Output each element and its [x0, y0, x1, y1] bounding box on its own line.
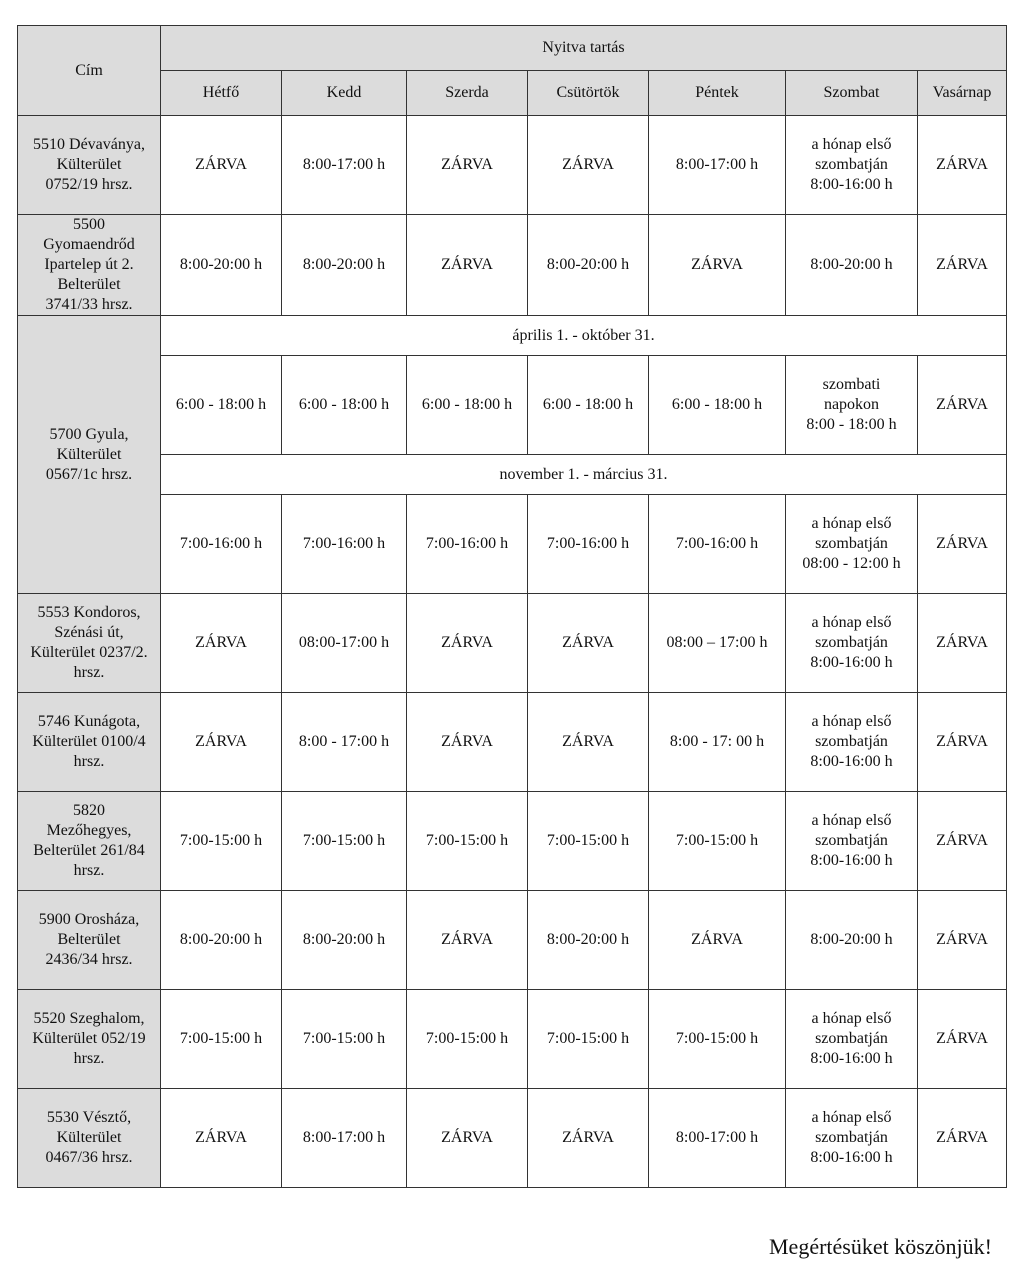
hours-cell — [282, 792, 407, 891]
cell-line: ZÁRVA — [441, 931, 493, 948]
table-row — [18, 116, 1007, 215]
cell-line: 6:00 - 18:00 h — [421, 396, 513, 413]
cell-line: ZÁRVA — [441, 634, 493, 651]
cell-line: szombati — [822, 376, 881, 393]
cell-line: 0467/36 hrsz. — [45, 1149, 133, 1166]
hours-cell — [407, 594, 528, 693]
hours-cell — [161, 792, 282, 891]
hours-cell — [528, 891, 649, 990]
cell-line: a hónap első — [811, 1109, 892, 1126]
cell-line: ZÁRVA — [195, 1129, 247, 1146]
cell-line: 5746 Kunágota, — [37, 713, 141, 730]
hours-cell — [918, 495, 1007, 594]
hours-cell — [282, 594, 407, 693]
cell-line: ZÁRVA — [936, 156, 988, 173]
cell-line: 0567/1c hrsz. — [45, 465, 133, 483]
hours-cell — [528, 792, 649, 891]
day-header-monday: Hétfő — [161, 71, 282, 116]
cell-line: szombatján — [815, 634, 888, 651]
hours-cell — [528, 594, 649, 693]
hours-cell — [649, 116, 786, 215]
hours-cell — [282, 116, 407, 215]
cell-line: Külterület — [56, 1129, 122, 1146]
cell-line: ZÁRVA — [936, 931, 988, 948]
cell-line: ZÁRVA — [441, 256, 493, 273]
cell-line: 8:00 - 17: 00 h — [669, 733, 765, 750]
cell-line: 8:00-17:00 h — [675, 156, 759, 173]
cell-line: 5900 Orosháza, — [38, 911, 140, 928]
cell-line: 7:00-15:00 h — [425, 832, 509, 849]
cell-line: a hónap első — [811, 614, 892, 631]
hours-cell — [786, 116, 918, 215]
cell-line: ZÁRVA — [936, 832, 988, 849]
cell-line: Külterület 0100/4 — [32, 733, 146, 750]
hours-cell — [407, 1089, 528, 1188]
cell-line: a hónap első — [811, 136, 892, 153]
hours-cell — [407, 990, 528, 1089]
hours-cell — [407, 495, 528, 594]
hours-cell — [161, 891, 282, 990]
cell-line: Belterület 261/84 — [33, 842, 145, 859]
season-label: április 1. - október 31. — [161, 316, 1007, 356]
hours-cell — [528, 356, 649, 455]
cell-line: 7:00-15:00 h — [675, 1030, 759, 1047]
table-row — [18, 495, 1007, 594]
cell-line: 2436/34 hrsz. — [45, 951, 133, 968]
cell-line: 8:00 - 17:00 h — [298, 733, 390, 750]
hours-cell — [282, 990, 407, 1089]
day-header-thursday: Csütörtök — [528, 71, 649, 116]
cell-line: a hónap első — [811, 1010, 892, 1027]
cell-line: ZÁRVA — [936, 396, 988, 413]
cell-line: 8:00-20:00 h — [546, 256, 630, 273]
hours-cell — [407, 891, 528, 990]
cell-line: ZÁRVA — [562, 156, 614, 173]
cell-line: 3741/33 hrsz. — [45, 296, 133, 313]
table-row — [18, 356, 1007, 455]
hours-cell — [407, 215, 528, 316]
cell-line: 8:00-16:00 h — [810, 176, 893, 193]
hours-cell — [786, 356, 918, 455]
address-column-header: Cím — [18, 26, 161, 116]
cell-line: ZÁRVA — [936, 535, 988, 552]
hours-cell — [918, 594, 1007, 693]
address-cell — [18, 116, 161, 215]
hours-cell — [649, 891, 786, 990]
cell-line: napokon — [823, 396, 880, 413]
hours-cell — [786, 990, 918, 1089]
cell-line: Külterület — [56, 445, 122, 463]
cell-line: 0752/19 hrsz. — [45, 176, 133, 193]
address-cell — [18, 215, 161, 316]
table-row — [18, 792, 1007, 891]
cell-line: szombatján — [815, 535, 888, 552]
cell-line: Belterület — [57, 276, 121, 293]
table-row — [18, 215, 1007, 316]
hours-cell — [649, 792, 786, 891]
cell-line: 8:00-16:00 h — [810, 852, 893, 869]
hours-cell — [282, 891, 407, 990]
hours-cell — [161, 594, 282, 693]
cell-line: Szénási út, — [54, 624, 124, 641]
address-cell — [18, 792, 161, 891]
hours-cell — [407, 356, 528, 455]
cell-line: 7:00-15:00 h — [425, 1030, 509, 1047]
cell-line: ZÁRVA — [936, 733, 988, 750]
cell-line: hrsz. — [73, 753, 105, 770]
cell-line: Ipartelep út 2. — [44, 256, 134, 273]
hours-cell — [528, 215, 649, 316]
cell-line: 5700 Gyula, — [49, 425, 129, 443]
cell-line: 8:00-20:00 h — [302, 931, 386, 948]
cell-line: 8:00-16:00 h — [810, 654, 893, 671]
hours-cell — [649, 495, 786, 594]
hours-cell — [282, 215, 407, 316]
cell-line: 8:00-20:00 h — [179, 931, 263, 948]
cell-line: a hónap első — [811, 713, 892, 730]
season-label: november 1. - március 31. — [161, 455, 1007, 495]
day-header-friday: Péntek — [649, 71, 786, 116]
hours-cell — [786, 891, 918, 990]
hours-cell — [528, 116, 649, 215]
cell-line: 8:00-20:00 h — [546, 931, 630, 948]
opening-hours-header: Nyitva tartás — [161, 26, 1007, 71]
hours-cell — [786, 495, 918, 594]
cell-line: 5553 Kondoros, — [37, 604, 141, 621]
cell-line: Gyomaendrőd — [43, 236, 135, 253]
cell-line: ZÁRVA — [936, 634, 988, 651]
hours-cell — [649, 356, 786, 455]
cell-line: Külterület 052/19 — [32, 1030, 146, 1047]
cell-line: 7:00-15:00 h — [675, 832, 759, 849]
cell-line: ZÁRVA — [691, 256, 743, 273]
hours-cell — [407, 792, 528, 891]
table-row — [18, 1089, 1007, 1188]
hours-cell — [161, 693, 282, 792]
hours-cell — [407, 116, 528, 215]
cell-line: 8:00-20:00 h — [302, 256, 386, 273]
cell-line: 8:00 - 18:00 h — [806, 416, 897, 433]
table-row — [18, 891, 1007, 990]
cell-line: 8:00-17:00 h — [302, 156, 386, 173]
cell-line: Mezőhegyes, — [46, 822, 132, 839]
hours-cell — [649, 693, 786, 792]
hours-cell — [161, 990, 282, 1089]
cell-line: szombatján — [815, 1030, 888, 1047]
cell-line: 08:00 - 12:00 h — [802, 555, 901, 572]
hours-cell — [407, 693, 528, 792]
address-cell — [18, 891, 161, 990]
cell-line: szombatján — [815, 832, 888, 849]
cell-line: 8:00-20:00 h — [810, 256, 893, 273]
cell-line: 7:00-16:00 h — [179, 535, 263, 552]
hours-cell — [528, 1089, 649, 1188]
hours-cell — [528, 693, 649, 792]
cell-line: ZÁRVA — [562, 634, 614, 651]
cell-line: ZÁRVA — [936, 1129, 988, 1146]
cell-line: szombatján — [815, 1129, 888, 1146]
address-cell — [18, 990, 161, 1089]
cell-line: 08:00 – 17:00 h — [666, 634, 768, 651]
cell-line: 5510 Dévaványa, — [33, 136, 145, 153]
hours-cell — [282, 1089, 407, 1188]
cell-line: szombatján — [815, 733, 888, 750]
hours-cell — [786, 215, 918, 316]
cell-line: hrsz. — [73, 664, 105, 681]
cell-line: a hónap első — [811, 812, 892, 829]
cell-line: Belterület — [57, 931, 121, 948]
hours-cell — [528, 495, 649, 594]
cell-line: hrsz. — [73, 862, 105, 879]
table-row — [18, 693, 1007, 792]
cell-line: 7:00-15:00 h — [302, 1030, 386, 1047]
cell-line: 5520 Szeghalom, — [33, 1010, 145, 1027]
cell-line: ZÁRVA — [195, 733, 247, 750]
cell-line: 8:00-17:00 h — [302, 1129, 386, 1146]
cell-line: 7:00-15:00 h — [546, 832, 630, 849]
hours-cell — [161, 495, 282, 594]
hours-cell — [918, 891, 1007, 990]
cell-line: 7:00-15:00 h — [546, 1030, 630, 1047]
cell-line: ZÁRVA — [562, 1129, 614, 1146]
cell-line: ZÁRVA — [936, 256, 988, 273]
cell-line: 6:00 - 18:00 h — [542, 396, 634, 413]
hours-cell — [918, 1089, 1007, 1188]
cell-line: 8:00-20:00 h — [179, 256, 263, 273]
hours-cell — [786, 1089, 918, 1188]
day-header-tuesday: Kedd — [282, 71, 407, 116]
cell-line: ZÁRVA — [936, 1030, 988, 1047]
hours-cell — [649, 215, 786, 316]
address-cell — [18, 316, 161, 594]
hours-cell — [649, 594, 786, 693]
cell-line: 7:00-16:00 h — [425, 535, 509, 552]
hours-cell — [161, 116, 282, 215]
hours-cell — [918, 693, 1007, 792]
table-row — [18, 594, 1007, 693]
cell-line: a hónap első — [811, 515, 892, 532]
day-header-saturday: Szombat — [786, 71, 918, 116]
cell-line: ZÁRVA — [195, 634, 247, 651]
hours-cell — [649, 990, 786, 1089]
cell-line: 7:00-15:00 h — [302, 832, 386, 849]
hours-cell — [161, 1089, 282, 1188]
address-cell — [18, 693, 161, 792]
hours-cell — [649, 1089, 786, 1188]
hours-cell — [786, 594, 918, 693]
table-row — [18, 990, 1007, 1089]
day-header-sunday: Vasárnap — [918, 71, 1007, 116]
hours-cell — [282, 693, 407, 792]
season-row — [18, 455, 1007, 495]
cell-line: 7:00-15:00 h — [179, 1030, 263, 1047]
cell-line: Külterület — [56, 156, 122, 173]
thank-you-note: Megértésüket köszönjük! — [769, 1234, 992, 1259]
cell-line: 8:00-16:00 h — [810, 1149, 893, 1166]
hours-cell — [161, 356, 282, 455]
cell-line: 8:00-16:00 h — [810, 753, 893, 770]
cell-line: 5820 — [73, 802, 105, 819]
cell-line: 5500 — [73, 216, 105, 233]
season-row — [18, 316, 1007, 356]
hours-cell — [161, 215, 282, 316]
cell-line: ZÁRVA — [691, 931, 743, 948]
cell-line: ZÁRVA — [562, 733, 614, 750]
address-cell — [18, 1089, 161, 1188]
hours-cell — [786, 693, 918, 792]
hours-cell — [282, 495, 407, 594]
address-cell — [18, 594, 161, 693]
cell-line: 8:00-20:00 h — [810, 931, 893, 948]
cell-line: ZÁRVA — [441, 1129, 493, 1146]
cell-line: 6:00 - 18:00 h — [175, 396, 267, 413]
cell-line: 7:00-16:00 h — [302, 535, 386, 552]
cell-line: 08:00-17:00 h — [298, 634, 390, 651]
cell-line: ZÁRVA — [441, 156, 493, 173]
cell-line: 5530 Vésztő, — [46, 1109, 132, 1126]
hours-cell — [918, 356, 1007, 455]
cell-line: hrsz. — [73, 1050, 105, 1067]
hours-cell — [528, 990, 649, 1089]
hours-cell — [918, 215, 1007, 316]
cell-line: Külterület 0237/2. — [30, 644, 148, 661]
cell-line: 8:00-16:00 h — [810, 1050, 893, 1067]
cell-line: 7:00-15:00 h — [179, 832, 263, 849]
cell-line: szombatján — [815, 156, 888, 173]
hours-cell — [786, 792, 918, 891]
hours-cell — [918, 116, 1007, 215]
cell-line: 6:00 - 18:00 h — [671, 396, 763, 413]
schedule-body — [18, 116, 1007, 1188]
cell-line: ZÁRVA — [441, 733, 493, 750]
opening-hours-table — [17, 25, 1007, 1188]
cell-line: 7:00-16:00 h — [546, 535, 630, 552]
day-header-wednesday: Szerda — [407, 71, 528, 116]
cell-line: 6:00 - 18:00 h — [298, 396, 390, 413]
hours-cell — [918, 792, 1007, 891]
hours-cell — [282, 356, 407, 455]
cell-line: 7:00-16:00 h — [675, 535, 759, 552]
cell-line: ZÁRVA — [195, 156, 247, 173]
cell-line: 8:00-17:00 h — [675, 1129, 759, 1146]
hours-cell — [918, 990, 1007, 1089]
